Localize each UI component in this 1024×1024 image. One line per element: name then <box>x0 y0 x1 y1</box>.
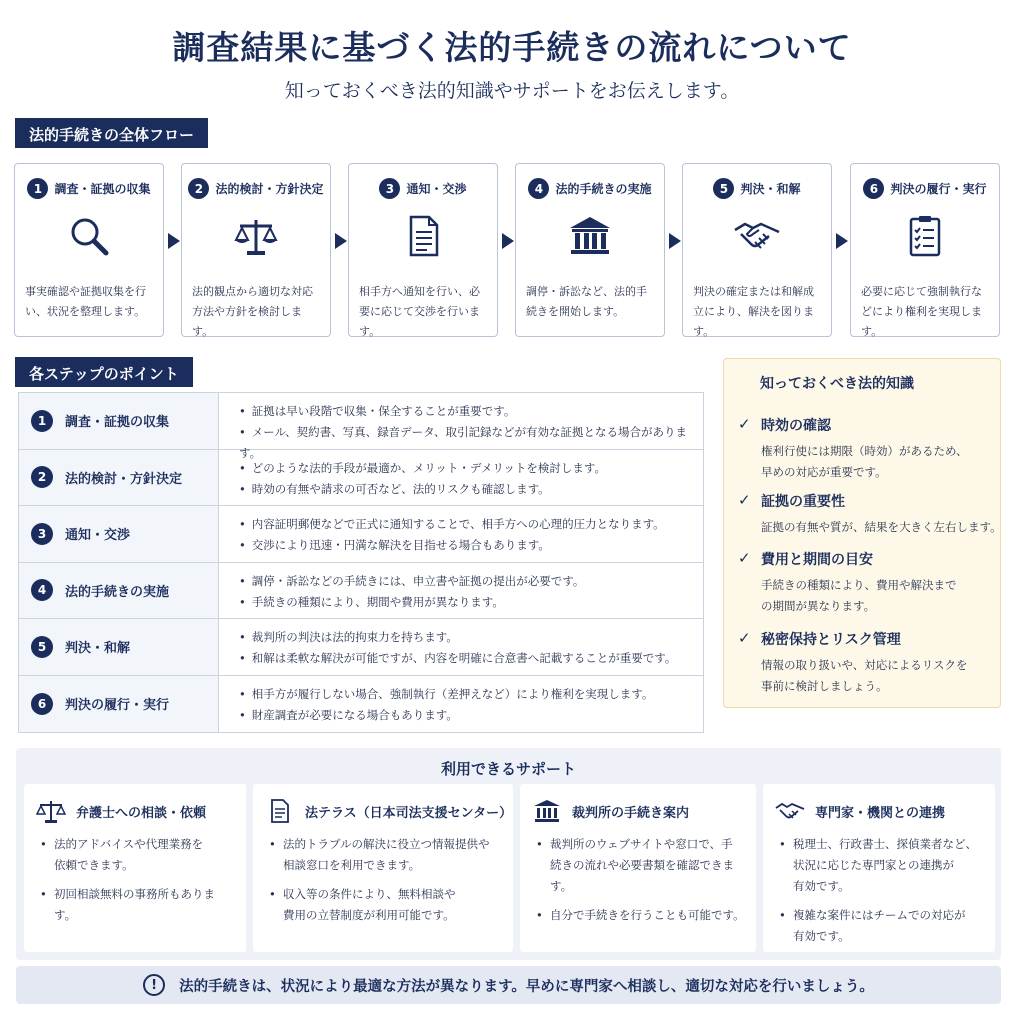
flow-arrow-icon <box>836 233 848 249</box>
knowledge-title: 知っておくべき法的知識 <box>760 376 914 392</box>
knowledge-item-desc: 権利行使には期限（時効）があるため、 <box>761 444 968 458</box>
table-row <box>19 393 703 460</box>
table-row <box>19 506 703 563</box>
flow-step-desc: 法的観点から適切な対応方法や方針を検討します。 <box>192 285 313 338</box>
flow-step-5 <box>682 163 832 337</box>
support-item-line: • 裁判所のウェブサイトや窓口で、手 <box>550 837 733 851</box>
support-item-line: 状況に応じた専門家との連携が <box>793 858 954 872</box>
step-point: • 証拠は早い段階で収集・保全することが重要です。 <box>239 401 703 422</box>
table-row <box>19 450 703 507</box>
support-section <box>16 748 1001 960</box>
step-number: 6 <box>31 693 53 715</box>
table-row <box>19 676 703 733</box>
flow-step-1 <box>14 163 164 337</box>
notice-text: 法的手続きは、状況により最適な方法が異なります。早めに専門家へ相談し、適切な対応を行いましょう。 <box>179 978 874 995</box>
support-card-experts <box>763 784 995 952</box>
flow-step-6 <box>850 163 1000 337</box>
step-number: 5 <box>713 178 734 199</box>
step-number: 4 <box>528 178 549 199</box>
support-card-title: 弁護士への相談・依頼 <box>76 805 207 821</box>
flow-step-desc: 相手方へ通知を行い、必要に応じて交渉を行います。 <box>359 285 480 338</box>
step-number: 5 <box>31 636 53 658</box>
support-card-title: 法テラス（日本司法支援センター） <box>305 805 513 821</box>
table-row <box>19 563 703 620</box>
step-name: 法的手続きの実施 <box>65 584 170 600</box>
support-title: 利用できるサポート <box>440 760 576 778</box>
step-point: • 裁判所の判決は法的拘束力を持ちます。 <box>239 627 703 648</box>
scales-icon <box>232 212 280 260</box>
checklist-icon <box>901 212 949 260</box>
step-name: 法的検討・方針決定 <box>65 471 183 487</box>
step-name: 判決の履行・実行 <box>65 698 170 714</box>
flow-step-desc: 必要に応じて強制執行などにより権利を実現します。 <box>861 285 982 338</box>
support-item-line: 有効です。 <box>793 929 850 943</box>
step-number: 3 <box>379 178 400 199</box>
support-card-lawyer <box>24 784 246 952</box>
page-subtitle: 知っておくべき法的知識やサポートをお伝えします。 <box>284 80 740 102</box>
step-number: 1 <box>31 410 53 432</box>
flow-step-title: 調査・証拠の収集 <box>54 182 151 196</box>
checkmark-icon: ✓ <box>738 415 751 433</box>
step-name: 調査・証拠の収集 <box>65 415 170 431</box>
step-number: 3 <box>31 523 53 545</box>
step-point: • 相手方が履行しない場合、強制執行（差押えなど）により権利を実現します。 <box>239 684 703 705</box>
step-point: • 財産調査が必要になる場合もあります。 <box>239 705 703 726</box>
support-item-line: す。 <box>54 908 77 922</box>
legal-knowledge-box <box>723 358 1001 708</box>
flow-arrow-icon <box>502 233 514 249</box>
support-item-line: • 法的トラブルの解決に役立つ情報提供や <box>283 837 490 851</box>
flow-step-title: 通知・交渉 <box>406 182 467 196</box>
knowledge-item-title: 証拠の重要性 <box>761 494 845 510</box>
checkmark-icon: ✓ <box>738 491 751 509</box>
knowledge-item-title: 費用と期間の目安 <box>761 552 873 568</box>
step-number: 2 <box>188 178 209 199</box>
support-card-title: 裁判所の手続き案内 <box>572 805 690 821</box>
support-item-line: • 複雑な案件にはチームでの対応が <box>793 908 966 922</box>
support-item-line: 依頼できます。 <box>54 858 134 872</box>
notice-banner <box>16 966 1001 1004</box>
flow-arrow-icon <box>335 233 347 249</box>
support-item-line: 有効です。 <box>793 879 850 893</box>
step-point: • どのような法的手段が最適か、メリット・デメリットを検討します。 <box>239 458 703 479</box>
flow-diagram <box>14 163 1010 337</box>
flow-step-2 <box>181 163 331 337</box>
support-item-line: • 初回相談無料の事務所もありま <box>54 887 215 901</box>
knowledge-item-desc: 手続きの種類により、費用や解決まで <box>761 578 957 592</box>
courthouse-icon <box>532 798 562 824</box>
table-row <box>19 619 703 676</box>
checkmark-icon: ✓ <box>738 549 751 567</box>
step-point: • 調停・訴訟などの手続きには、申立書や証拠の提出が必要です。 <box>239 571 703 592</box>
step-point: • 時効の有無や請求の可否など、法的リスクも確認します。 <box>239 479 703 500</box>
support-item-line: • 自分で手続きを行うことも可能です。 <box>550 908 745 922</box>
knowledge-item-title: 時効の確認 <box>761 418 831 434</box>
knowledge-item-title: 秘密保持とリスク管理 <box>761 632 901 648</box>
knowledge-item-desc: 情報の取り扱いや、対応によるリスクを <box>761 658 968 672</box>
scales-icon <box>36 798 66 824</box>
support-card-court <box>520 784 756 952</box>
step-points-table <box>18 392 704 733</box>
flow-step-title: 判決の履行・実行 <box>890 182 987 196</box>
points-section-label: 各ステップのポイント <box>15 357 193 387</box>
support-item-line: 費用の立替制度が利用可能です。 <box>283 908 455 922</box>
courthouse-icon <box>566 212 614 260</box>
knowledge-item-desc: の期間が異なります。 <box>761 599 876 613</box>
handshake-icon <box>733 212 781 260</box>
step-number: 6 <box>863 178 884 199</box>
step-point: • 和解は柔軟な解決が可能ですが、内容を明確に合意書へ記載することが重要です。 <box>239 648 703 669</box>
flow-step-title: 判決・和解 <box>740 182 801 196</box>
step-name: 通知・交渉 <box>65 528 131 544</box>
support-item-line: • 税理士、行政書士、探偵業者など、 <box>793 837 977 851</box>
flow-step-4 <box>515 163 665 337</box>
step-point: • メール、契約書、写真、録音データ、取引記録などが有効な証拠となる場合があります。 <box>239 422 703 464</box>
flow-arrow-icon <box>168 233 180 249</box>
info-icon: ! <box>143 974 165 996</box>
knowledge-item-desc: 早めの対応が重要です。 <box>761 465 887 479</box>
flow-step-3 <box>348 163 498 337</box>
support-card-title: 専門家・機関との連携 <box>815 805 946 821</box>
flow-section-label: 法的手続きの全体フロー <box>15 118 208 148</box>
flow-step-desc: 事実確認や証拠収集を行い、状況を整理します。 <box>25 285 146 318</box>
support-item-line: 続きの流れや必要書類を確認できます。 <box>550 858 734 893</box>
step-number: 4 <box>31 579 53 601</box>
page-title: 調査結果に基づく法的手続きの流れについて <box>172 28 852 67</box>
support-item-line: • 収入等の条件により、無料相談や <box>283 887 456 901</box>
support-item-line: • 法的アドバイスや代理業務を <box>54 837 204 851</box>
knowledge-item-desc: 事前に検討しましょう。 <box>761 679 888 693</box>
magnifier-icon <box>65 212 113 260</box>
document-icon <box>265 798 295 824</box>
support-item-line: 相談窓口を利用できます。 <box>283 858 421 872</box>
document-icon <box>399 212 447 260</box>
checkmark-icon: ✓ <box>738 629 751 647</box>
support-card-houterasu <box>253 784 513 952</box>
flow-step-title: 法的検討・方針決定 <box>215 182 324 196</box>
step-point: • 手続きの種類により、期間や費用が異なります。 <box>239 592 703 613</box>
flow-step-title: 法的手続きの実施 <box>555 182 652 196</box>
step-name: 判決・和解 <box>65 641 131 657</box>
flow-step-desc: 判決の確定または和解成立により、解決を図ります。 <box>693 285 814 338</box>
flow-arrow-icon <box>669 233 681 249</box>
step-number: 1 <box>27 178 48 199</box>
step-number: 2 <box>31 466 53 488</box>
handshake-icon <box>775 798 805 824</box>
step-point: • 内容証明郵便などで正式に通知することで、相手方への心理的圧力となります。 <box>239 514 703 535</box>
flow-step-desc: 調停・訴訟など、法的手続きを開始します。 <box>526 285 647 318</box>
step-point: • 交渉により迅速・円満な解決を目指せる場合もあります。 <box>239 535 703 556</box>
knowledge-item-desc: 証拠の有無や質が、結果を大きく左右します。 <box>761 520 1002 534</box>
